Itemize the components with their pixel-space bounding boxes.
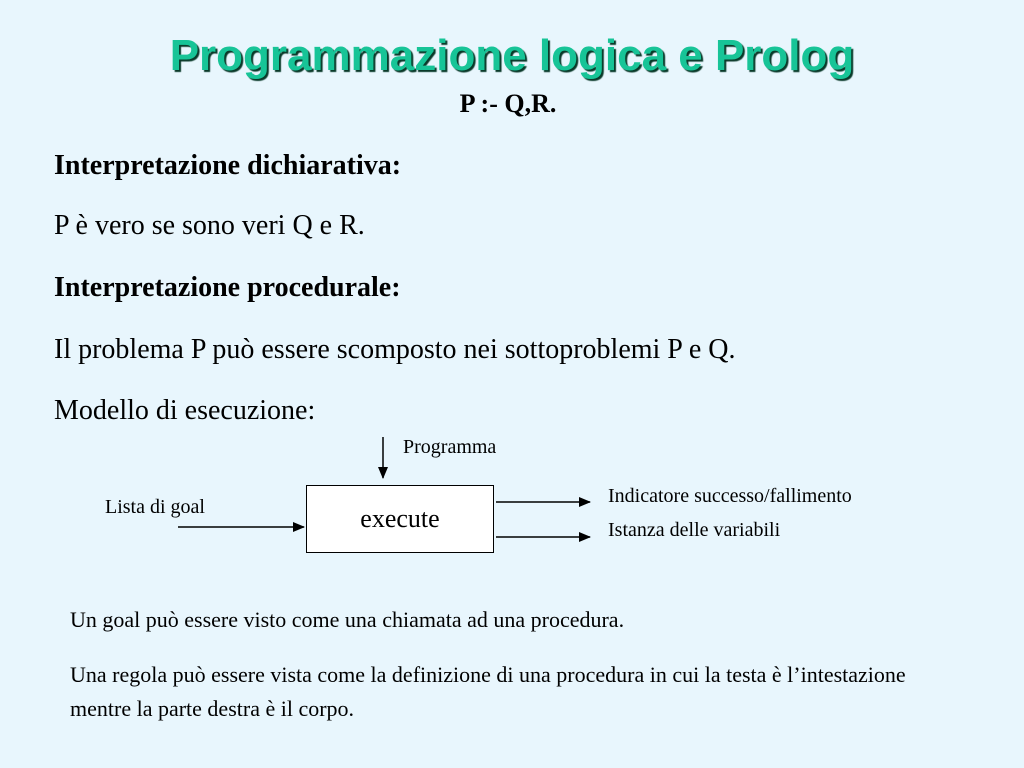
execution-model-heading: Modello di esecuzione:: [54, 395, 316, 426]
indicatore-label: Indicatore successo/fallimento: [608, 485, 852, 507]
procedural-heading: Interpretazione procedurale:: [54, 272, 401, 303]
lista-goal-label: Lista di goal: [105, 496, 205, 518]
prolog-rule: P :- Q,R.: [459, 89, 557, 118]
note-regola: Una regola può essere vista come la definizione di una procedura in cui la testa è l’intestazione mentre la parte destra è il corpo.: [70, 662, 906, 721]
istanza-label: Istanza delle variabili: [608, 519, 781, 541]
slide-title: Programmazione logica e Prolog: [169, 31, 855, 80]
execute-label: execute: [360, 504, 440, 533]
declarative-heading: Interpretazione dichiarativa:: [54, 150, 402, 181]
note-goal: Un goal può essere visto come una chiamata ad una procedura.: [70, 607, 625, 632]
execute-box: [306, 485, 494, 553]
programma-label: Programma: [403, 436, 497, 458]
declarative-text: P è vero se sono veri Q e R.: [54, 210, 365, 241]
procedural-text: Il problema P può essere scomposto nei sottoproblemi P e Q.: [54, 334, 736, 365]
